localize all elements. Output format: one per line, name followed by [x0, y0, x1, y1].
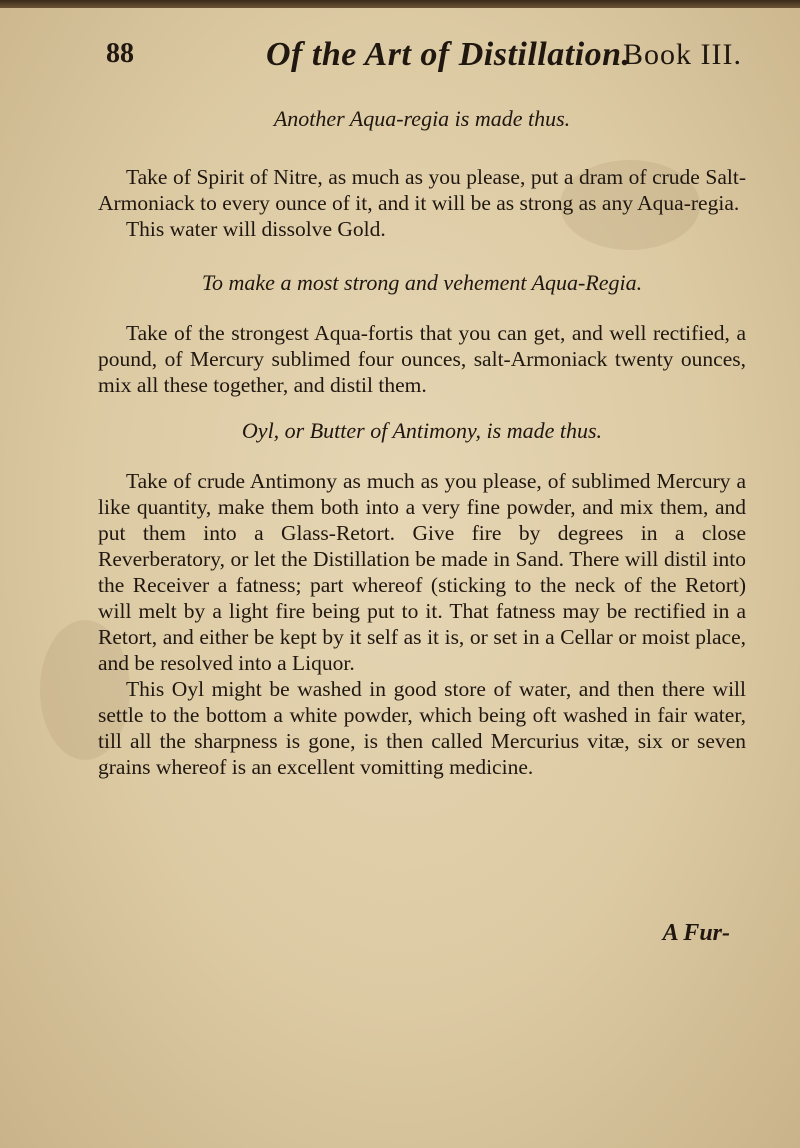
- section-title: To make a most strong and vehement Aqua-Regia.: [201, 270, 643, 295]
- page-body: [98, 96, 746, 780]
- catchword: A Fur-: [662, 920, 730, 946]
- paragraph: Take of the strongest Aqua-fortis that you can get, and well rectified, a pound, of Mercury sublimed four ounces, salt-Armoniack twenty ounces, mix all these together, and distil them.: [98, 321, 746, 397]
- paragraph: This Oyl might be washed in good store of water, and then there will settle to the bottom a white powder, which being oft washed in fair water, till all the sharpness is gone, is then called Mercurius vitæ, six or seven grains whereof is an excellent vomitting medicine.: [98, 677, 746, 779]
- running-header: [96, 36, 742, 82]
- running-title: Of the Art of Distillation.: [266, 36, 631, 73]
- book-label: Book III.: [623, 38, 742, 71]
- page-number: 88: [106, 38, 134, 69]
- paragraph: This water will dissolve Gold.: [126, 217, 386, 241]
- paragraph: Take of Spirit of Nitre, as much as you please, put a dram of crude Salt-Armoniack to every ounce of it, and it will be as strong as any Aqua-regia.: [98, 165, 746, 215]
- page-top-edge: [0, 0, 800, 8]
- paragraph: Take of crude Antimony as much as you please, of sublimed Mercury a like quantity, make them both into a very fine powder, and mix them, and put them into a Glass-Retort. Give fire by degrees in a close Reverberatory, or let the Distillation be made in Sand. There will distil into the Receiver a fatness; part whereof (sticking to the neck of the Retort) will melt by a light fire being put to it. That fatness may be rectified in a Retort, and either be kept by it self as it is, or set in a Cellar or moist place, and be resolved into a Liquor.: [98, 469, 746, 675]
- section-title: Another Aqua-regia is made thus.: [273, 106, 571, 131]
- section-title: Oyl, or Butter of Antimony, is made thus.: [241, 418, 603, 443]
